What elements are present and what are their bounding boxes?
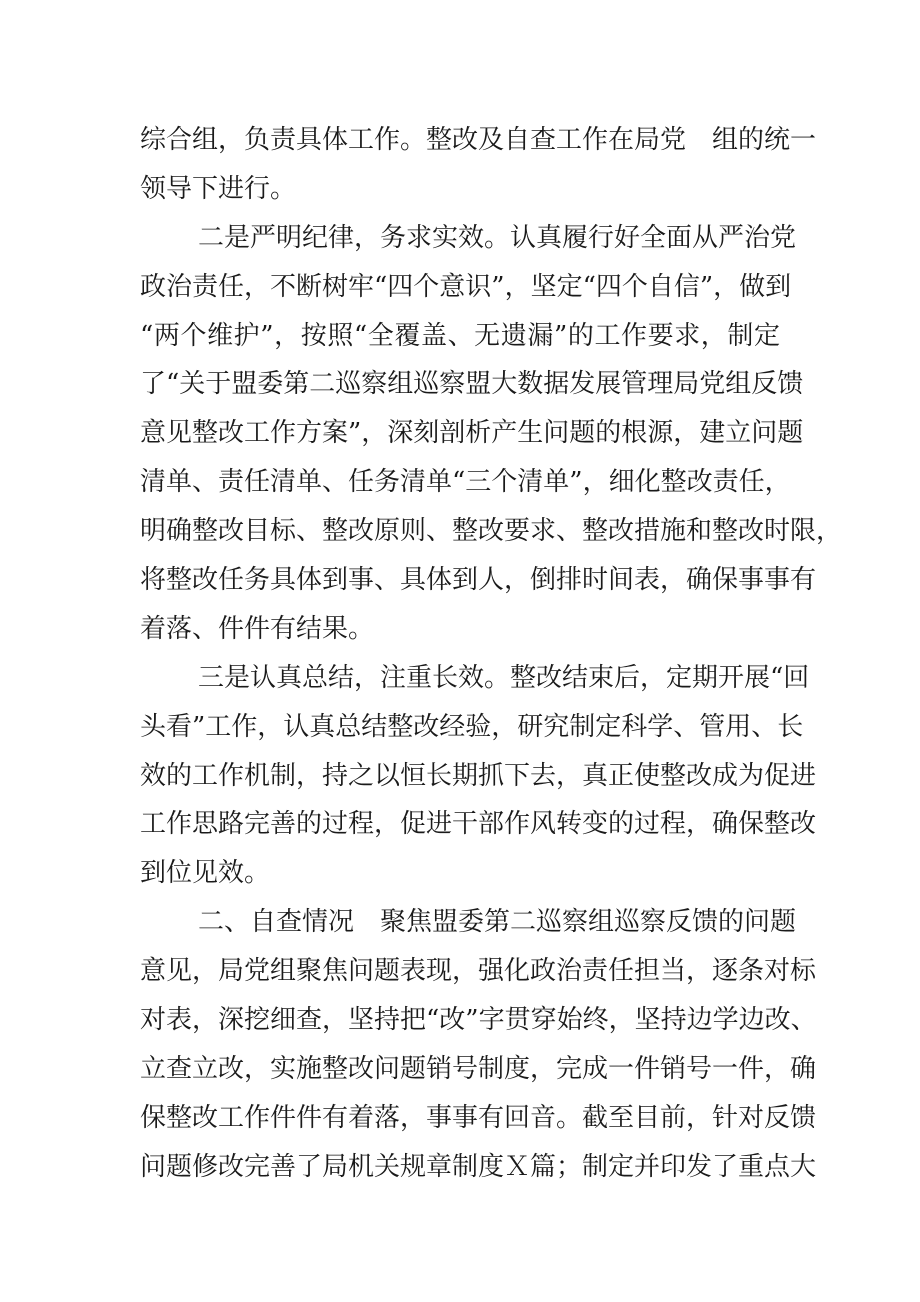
paragraph-2-line-9: 着落、件件有结果。 [140, 613, 375, 644]
paragraph-3-line-5: 到位见效。 [140, 858, 271, 889]
paragraph-3-line-2: 头看”工作，认真总结整改经验，研究制定科学、管用、长 [140, 711, 804, 742]
paragraph-2-line-8: 将整改任务具体到事、具体到人，倒排时间表，确保事事有 [140, 565, 817, 596]
paragraph-4-line-4: 立查立改，实施整改问题销号制度，完成一件销号一件，确 [140, 1053, 817, 1084]
paragraph-2-line-3: “两个维护”，按照“全覆盖、无遗漏”的工作要求，制定 [140, 320, 780, 351]
paragraph-4-line-1: 二、自查情况 聚焦盟委第二巡察组巡察反馈的问题 [198, 907, 797, 938]
paragraph-3-line-4: 工作思路完善的过程，促进干部作风转变的过程，确保整改 [140, 809, 817, 840]
document-body [140, 116, 843, 1192]
paragraph-4-line-3: 对表，深挖细查，坚持把“改”字贯穿始终，坚持边学边改、 [140, 1005, 817, 1036]
paragraph-2-line-6: 清单、责任清单、任务清单“三个清单”，细化整改责任， [140, 467, 791, 498]
paragraph-2-line-1: 二是严明纪律，务求实效。认真履行好全面从严治党 [198, 222, 797, 253]
paragraph-2-line-4: 了“关于盟委第二巡察组巡察盟大数据发展管理局党组反馈 [140, 369, 804, 400]
paragraph-2-line-2: 政治责任，不断树牢“四个意识”，坚定“四个自信”，做到 [140, 271, 792, 302]
paragraph-1-line-2: 领导下进行。 [140, 173, 297, 204]
paragraph-4-line-2: 意见，局党组聚焦问题表现，强化政治责任担当，逐条对标 [140, 956, 817, 987]
paragraph-1-line-1: 综合组，负责具体工作。整改及自查工作在局党 组的统一 [140, 125, 817, 155]
paragraph-3-line-1: 三是认真总结，注重长效。整改结束后，定期开展“回 [198, 662, 810, 693]
paragraph-4-line-5: 保整改工作件件有着落，事事有回音。截至目前，针对反馈 [140, 1102, 817, 1133]
paragraph-4-line-6: 问题修改完善了局机关规章制度Ｘ篇；制定并印发了重点大 [140, 1151, 817, 1182]
paragraph-2-line-7: 明确整改目标、整改原则、整改要求、整改措施和整改时限， [140, 516, 843, 547]
paragraph-2-line-5: 意见整改工作方案”，深刻剖析产生问题的根源，建立问题 [140, 418, 804, 449]
paragraph-3-line-3: 效的工作机制，持之以恒长期抓下去，真正使整改成为促进 [140, 760, 817, 791]
